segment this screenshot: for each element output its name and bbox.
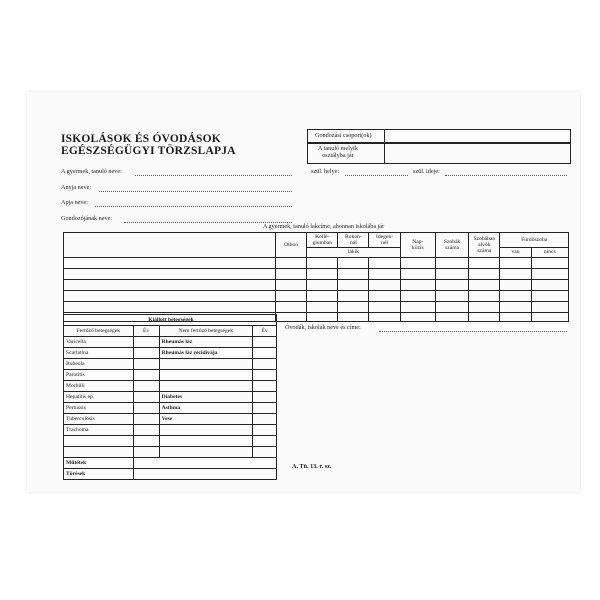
header-lakik: lakik — [307, 248, 401, 258]
header-non-infectious: Nem fertőző betegségek — [159, 326, 253, 337]
year-cell[interactable] — [253, 436, 277, 447]
non-infectious-cell — [159, 425, 253, 436]
non-infectious-cell — [159, 436, 253, 447]
birth-date-label: szül. ideje: — [413, 168, 440, 175]
infectious-cell: Morbilli — [64, 381, 134, 392]
form-title-line1: ISKOLÁSOK ÉS ÓVODÁSOK — [61, 133, 221, 145]
table-row — [64, 436, 277, 447]
address-row — [64, 269, 569, 280]
header-idegennel: Idegen- nél — [369, 233, 400, 248]
non-infectious-cell: Diabetes — [159, 392, 253, 403]
non-infectious-cell — [159, 370, 253, 381]
fractures-value[interactable] — [133, 469, 276, 480]
infectious-cell: Scarlatina — [64, 348, 134, 359]
year-cell[interactable] — [133, 359, 159, 370]
year-cell[interactable] — [253, 447, 277, 458]
header-year-1: Év — [133, 326, 159, 337]
class-label — [318, 145, 358, 159]
fractures-cell: Törések — [64, 469, 134, 480]
non-infectious-cell: Rheumás láz — [159, 337, 253, 348]
address-row — [64, 291, 569, 302]
class-divider — [384, 143, 385, 163]
infectious-cell — [64, 447, 134, 458]
non-infectious-cell: Vese — [159, 414, 253, 425]
table-row — [64, 337, 277, 348]
year-cell[interactable] — [133, 370, 159, 381]
address-cell[interactable] — [64, 233, 276, 258]
form-title-line2: EGÉSZSÉGÜGYI TÖRZSLAPJA — [61, 145, 236, 157]
header-nincs: nincs — [531, 248, 568, 258]
year-cell[interactable] — [253, 425, 277, 436]
infectious-cell: Trachoma — [64, 425, 134, 436]
table-row — [64, 425, 277, 436]
guardian-name-label: Gondozójának neve: — [61, 215, 113, 222]
year-cell[interactable] — [133, 381, 159, 392]
year-cell[interactable] — [253, 370, 277, 381]
header-infectious: Fertőző betegségek — [64, 326, 134, 337]
form-sheet — [27, 92, 580, 492]
table-row — [64, 403, 277, 414]
form-code: A. Tü. 13. r. sz. — [292, 463, 332, 470]
year-cell[interactable] — [133, 436, 159, 447]
address-table — [63, 232, 569, 322]
birth-place-label: szül. helye: — [311, 168, 340, 175]
surgeries-value[interactable] — [133, 458, 276, 469]
birth-date-input[interactable] — [445, 175, 567, 176]
year-cell[interactable] — [253, 403, 277, 414]
header-othon: Othon — [275, 233, 306, 258]
class-field[interactable] — [307, 142, 571, 164]
non-infectious-cell: Rheumás láz recidívája — [159, 348, 253, 359]
header-kollegium: Kollé- giumban — [307, 233, 338, 248]
year-cell[interactable] — [253, 392, 277, 403]
disease-caption: Kiállott betegségek — [64, 315, 277, 326]
infectious-cell: Pertussis — [64, 403, 134, 414]
class-label-line2: osztályba jár — [322, 152, 354, 159]
table-row — [64, 414, 277, 425]
father-name-label: Apja neve: — [61, 199, 88, 206]
header-year-2: Év — [253, 326, 277, 337]
year-cell[interactable] — [253, 337, 277, 348]
address-row — [64, 280, 569, 291]
table-row — [64, 370, 277, 381]
header-furdoszoba: Fürdőszoba — [500, 233, 569, 248]
table-row — [64, 392, 277, 403]
birth-place-input[interactable] — [345, 175, 408, 176]
non-infectious-cell — [159, 447, 253, 458]
table-row — [64, 348, 277, 359]
header-szobaban-alvok: Szobában alvók száma — [469, 233, 500, 258]
mother-name-input[interactable] — [99, 191, 292, 192]
table-row — [64, 469, 277, 480]
year-cell[interactable] — [253, 381, 277, 392]
year-cell[interactable] — [133, 392, 159, 403]
year-cell[interactable] — [253, 348, 277, 359]
mother-name-label: Anyja neve: — [61, 184, 92, 191]
infectious-cell: Tuberculosis — [64, 414, 134, 425]
year-cell[interactable] — [253, 414, 277, 425]
surgeries-cell: Műtétek — [64, 458, 134, 469]
school-address-input[interactable] — [379, 331, 567, 332]
year-cell[interactable] — [253, 359, 277, 370]
infectious-cell: Parotitis — [64, 370, 134, 381]
class-label-line1: A tanuló melyik — [318, 145, 358, 152]
header-rokonnal: Rokon- nál — [338, 233, 369, 248]
form-title — [61, 133, 236, 157]
disease-table — [63, 314, 277, 480]
infectious-cell: Hepatitis ep. — [64, 392, 134, 403]
non-infectious-cell: Asthma — [159, 403, 253, 414]
child-name-input[interactable] — [135, 175, 292, 176]
non-infectious-cell — [159, 359, 253, 370]
year-cell[interactable] — [133, 337, 159, 348]
header-van: van — [500, 248, 531, 258]
infectious-cell: Rubeola — [64, 359, 134, 370]
non-infectious-cell — [159, 381, 253, 392]
year-cell[interactable] — [133, 348, 159, 359]
school-address-label: Óvodák, iskolák neve és címe: — [285, 324, 361, 331]
child-name-label: A gyermek, tanuló neve: — [61, 168, 122, 175]
table-row — [64, 458, 277, 469]
table-row — [64, 381, 277, 392]
table-row — [64, 359, 277, 370]
table-row — [64, 447, 277, 458]
address-row — [64, 302, 569, 313]
year-cell[interactable] — [133, 425, 159, 436]
header-szobak: Szobák száma — [435, 233, 468, 258]
year-cell[interactable] — [133, 414, 159, 425]
care-group-label: Gondozási csoport(ok) — [315, 132, 372, 139]
year-cell[interactable] — [133, 403, 159, 414]
father-name-input[interactable] — [95, 206, 292, 207]
infectious-cell: Varicella — [64, 337, 134, 348]
address-row — [64, 258, 569, 269]
infectious-cell — [64, 436, 134, 447]
year-cell[interactable] — [133, 447, 159, 458]
address-caption: A gyermek, tanuló lakcíme, ahonnan iskolába jár — [262, 223, 385, 230]
header-napkozis: Nap- közis — [400, 233, 435, 258]
